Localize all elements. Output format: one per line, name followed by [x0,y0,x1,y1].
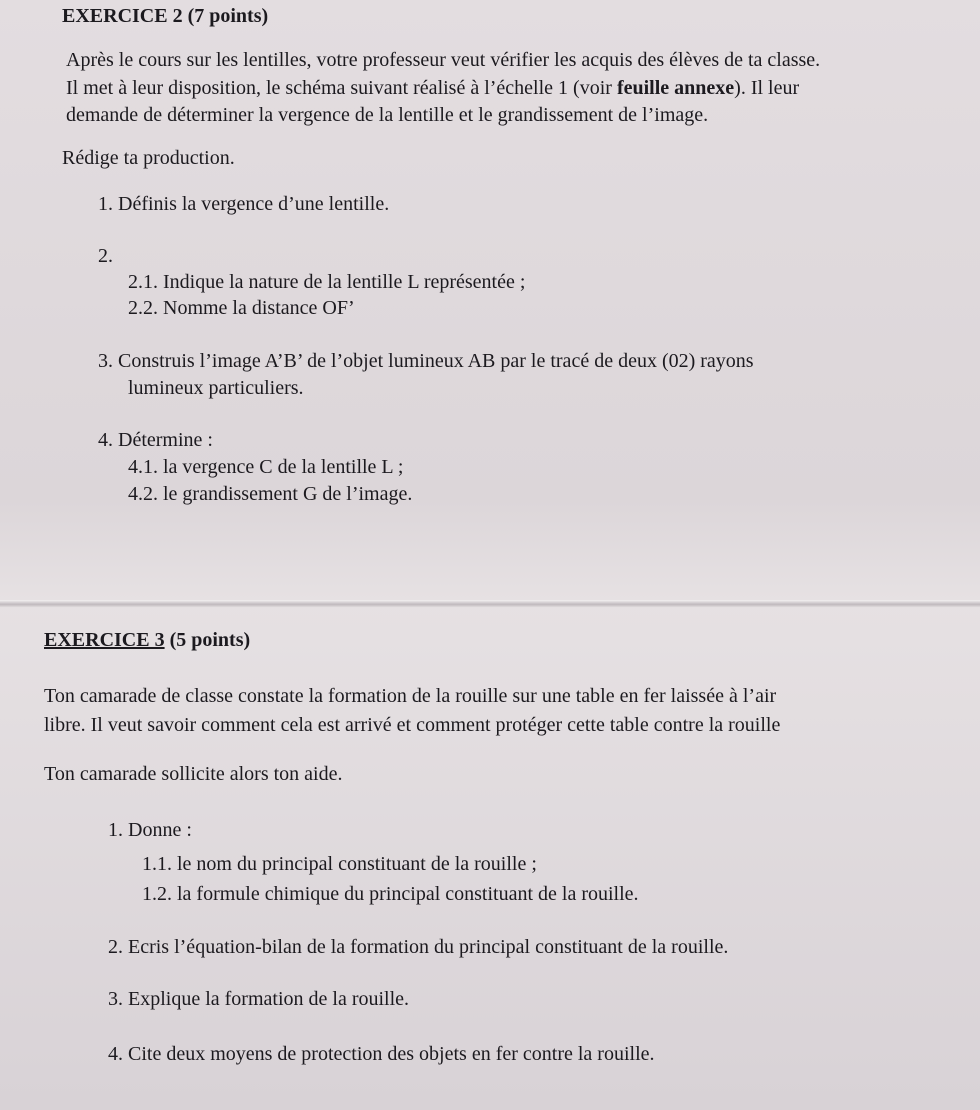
exercise-3-intro-line-2: libre. Il veut savoir comment cela est arrivé et comment protéger cette table contre la rouille [44,714,781,736]
exercise-2-question-2-1: 2.1. Indique la nature de la lentille L représentée ; [128,271,526,293]
exercise-2-question-3-line-1: 3. Construis l’image A’B’ de l’objet lumineux AB par le tracé de deux (02) rayons [98,350,754,372]
exercise-3-question-1-2: 1.2. la formule chimique du principal constituant de la rouille. [142,883,639,905]
exercise-2-intro-line-3: demande de déterminer la vergence de la lentille et le grandissement de l’image. [66,104,709,126]
exercise-3-question-1-1: 1.1. le nom du principal constituant de la rouille ; [142,853,537,875]
exercise-3-question-1: 1. Donne : [108,819,192,841]
paper-fold [0,600,980,608]
exercise-3-question-2: 2. Ecris l’équation-bilan de la formation du principal constituant de la rouille. [108,936,729,958]
exercise-2-intro-line-1: Après le cours sur les lentilles, votre professeur veut vérifier les acquis des élèves de ta classe. [66,49,821,71]
exercise-3-title: EXERCICE 3 (5 points) [44,629,251,651]
exercise-2-intro-line-2: Il met à leur disposition, le schéma suivant réalisé à l’échelle 1 (voir feuille annexe). Il leur [66,77,800,99]
exercise-2-question-4: 4. Détermine : [98,429,213,451]
exercise-3-intro-line-3: Ton camarade sollicite alors ton aide. [44,763,343,785]
exercise-3-question-3: 3. Explique la formation de la rouille. [108,988,410,1010]
annex-sheet-reference: feuille annexe [616,77,735,99]
exercise-2-question-1: 1. Définis la vergence d’une lentille. [98,193,390,215]
exercise-2-question-4-2: 4.2. le grandissement G de l’image. [128,483,413,505]
exercise-2-title: EXERCICE 2 (7 points) [62,5,269,27]
exercise-3-intro-line-1: Ton camarade de classe constate la formation de la rouille sur une table en fer laissée à l’air [44,685,777,707]
exercise-2-question-2-2: 2.2. Nomme la distance OF’ [128,297,355,319]
exercise-2-question-3-line-2: lumineux particuliers. [128,377,304,399]
exercise-3-question-4: 4. Cite deux moyens de protection des objets en fer contre la rouille. [108,1043,655,1065]
exercise-2-instruction: Rédige ta production. [62,147,235,169]
exercise-2-question-2: 2. [98,245,113,267]
exercise-2-question-4-1: 4.1. la vergence C de la lentille L ; [128,456,404,478]
